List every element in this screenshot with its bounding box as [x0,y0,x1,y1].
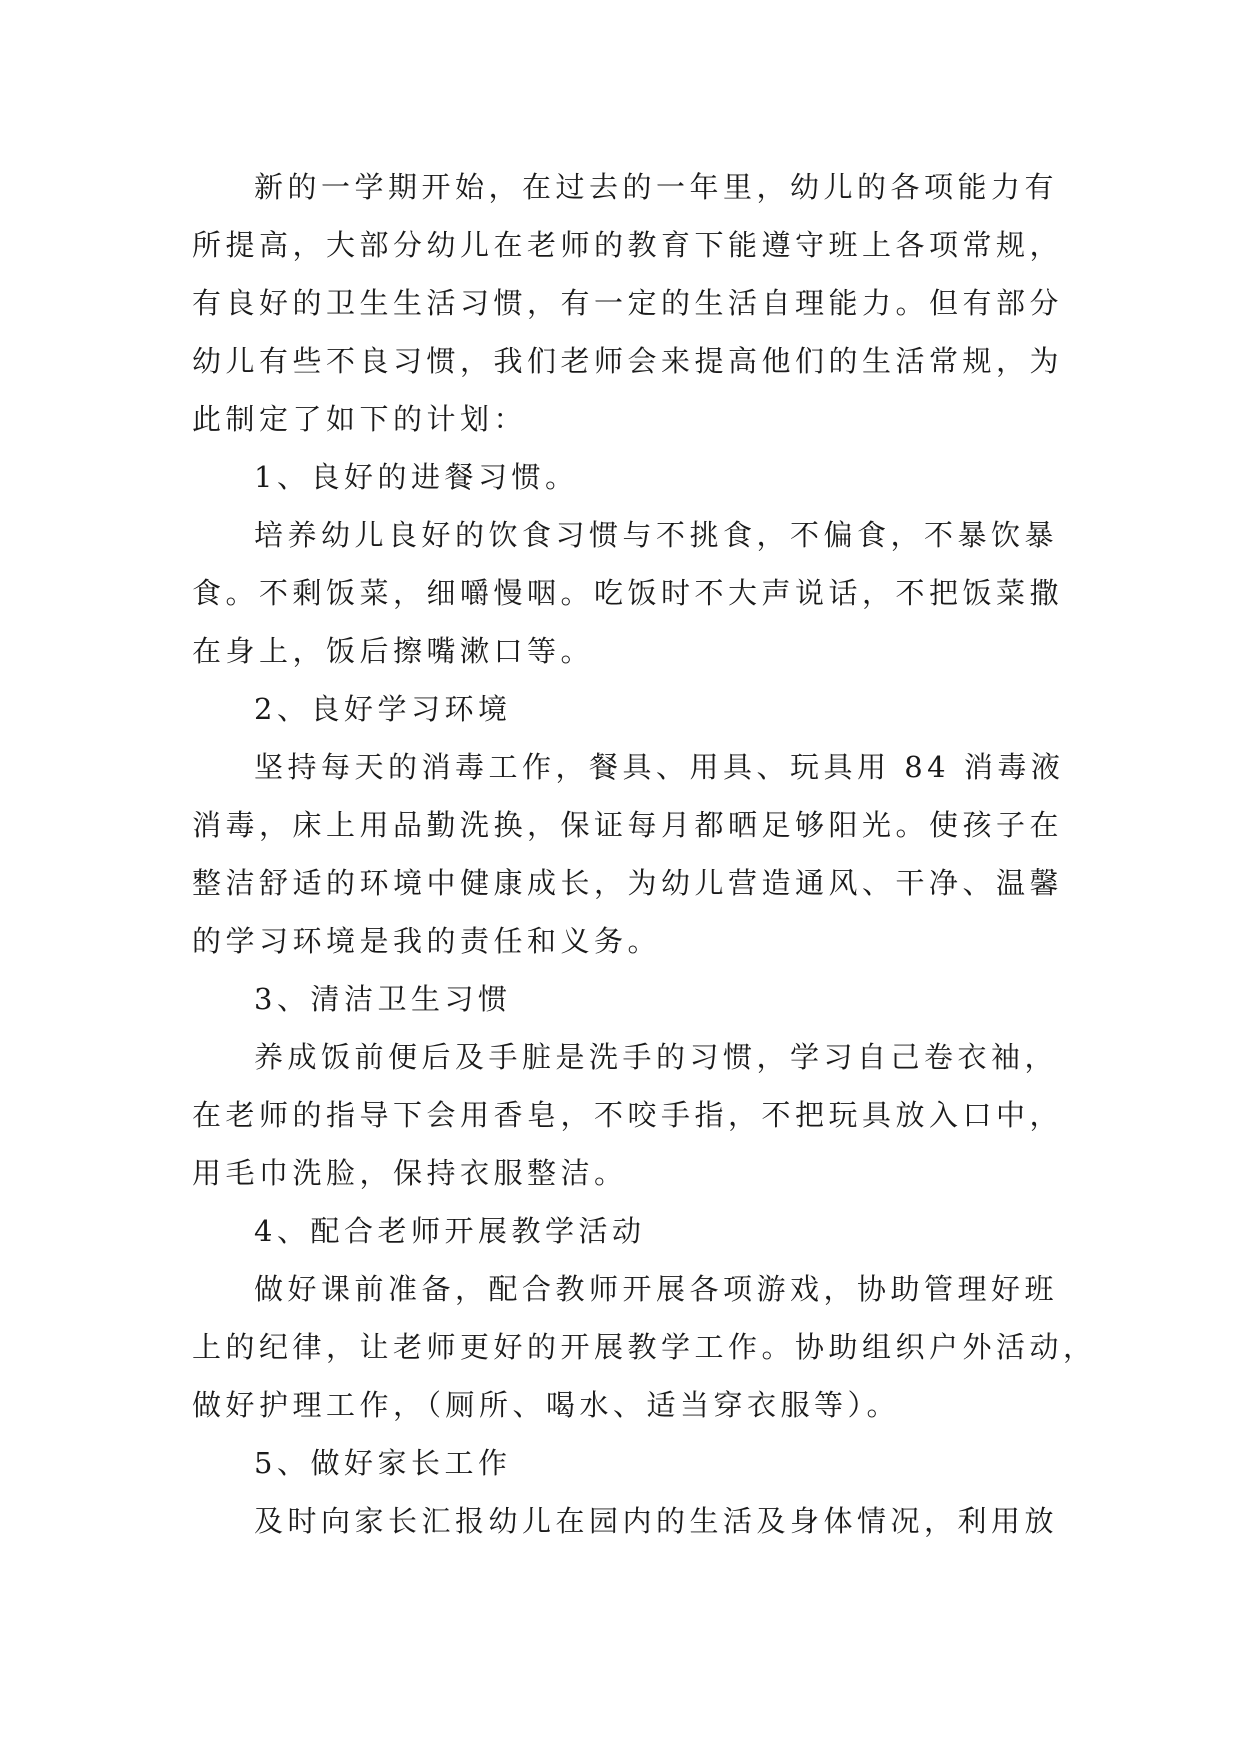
paragraph-2-line-2: 消毒，床上用品勤洗换，保证每月都晒足够阳光。使孩子在 [192,808,1064,842]
section-heading-1: 1、良好的进餐习惯。 [254,460,579,494]
paragraph-3-line-1: 养成饭前便后及手脏是洗手的习惯，学习自己卷衣袖， [254,1040,1059,1074]
paragraph-intro-line-3: 有良好的卫生生活习惯，有一定的生活自理能力。但有部分 [192,286,1064,320]
paragraph-2-line-1: 坚持每天的消毒工作，餐具、用具、玩具用 84 消毒液 [254,750,1065,784]
paragraph-1-line-3: 在身上，饭后擦嘴漱口等。 [192,634,595,668]
paragraph-intro-line-2: 所提高，大部分幼儿在老师的教育下能遵守班上各项常规， [192,228,1064,262]
paragraph-3-line-3: 用毛巾洗脸，保持衣服整洁。 [192,1156,628,1190]
paragraph-2-line-3: 整洁舒适的环境中健康成长，为幼儿营造通风、干净、温馨 [192,866,1064,900]
paragraph-intro-line-4: 幼儿有些不良习惯，我们老师会来提高他们的生活常规，为 [192,344,1064,378]
paragraph-4-line-2: 上的纪律，让老师更好的开展教学工作。协助组织户外活动， [192,1330,1097,1364]
paragraph-5-line-1: 及时向家长汇报幼儿在园内的生活及身体情况，利用放 [254,1504,1059,1538]
paragraph-4-line-3: 做好护理工作，（厕所、喝水、适当穿衣服等）。 [192,1388,901,1422]
paragraph-4-line-1: 做好课前准备，配合教师开展各项游戏，协助管理好班 [254,1272,1059,1306]
paragraph-intro-line-1: 新的一学期开始，在过去的一年里，幼儿的各项能力有 [254,170,1059,204]
section-heading-5: 5、做好家长工作 [254,1446,512,1480]
paragraph-3-line-2: 在老师的指导下会用香皂，不咬手指，不把玩具放入口中， [192,1098,1064,1132]
paragraph-2-line-4: 的学习环境是我的责任和义务。 [192,924,662,958]
paragraph-1-line-2: 食。不剩饭菜，细嚼慢咽。吃饭时不大声说话，不把饭菜撒 [192,576,1064,610]
paragraph-intro-line-5: 此制定了如下的计划： [192,402,528,436]
section-heading-4: 4、配合老师开展教学活动 [254,1214,646,1248]
document-body [192,158,1097,1550]
paragraph-1-line-1: 培养幼儿良好的饮食习惯与不挑食，不偏食，不暴饮暴 [254,518,1059,552]
section-heading-3: 3、清洁卫生习惯 [254,982,512,1016]
section-heading-2: 2、良好学习环境 [254,692,512,726]
